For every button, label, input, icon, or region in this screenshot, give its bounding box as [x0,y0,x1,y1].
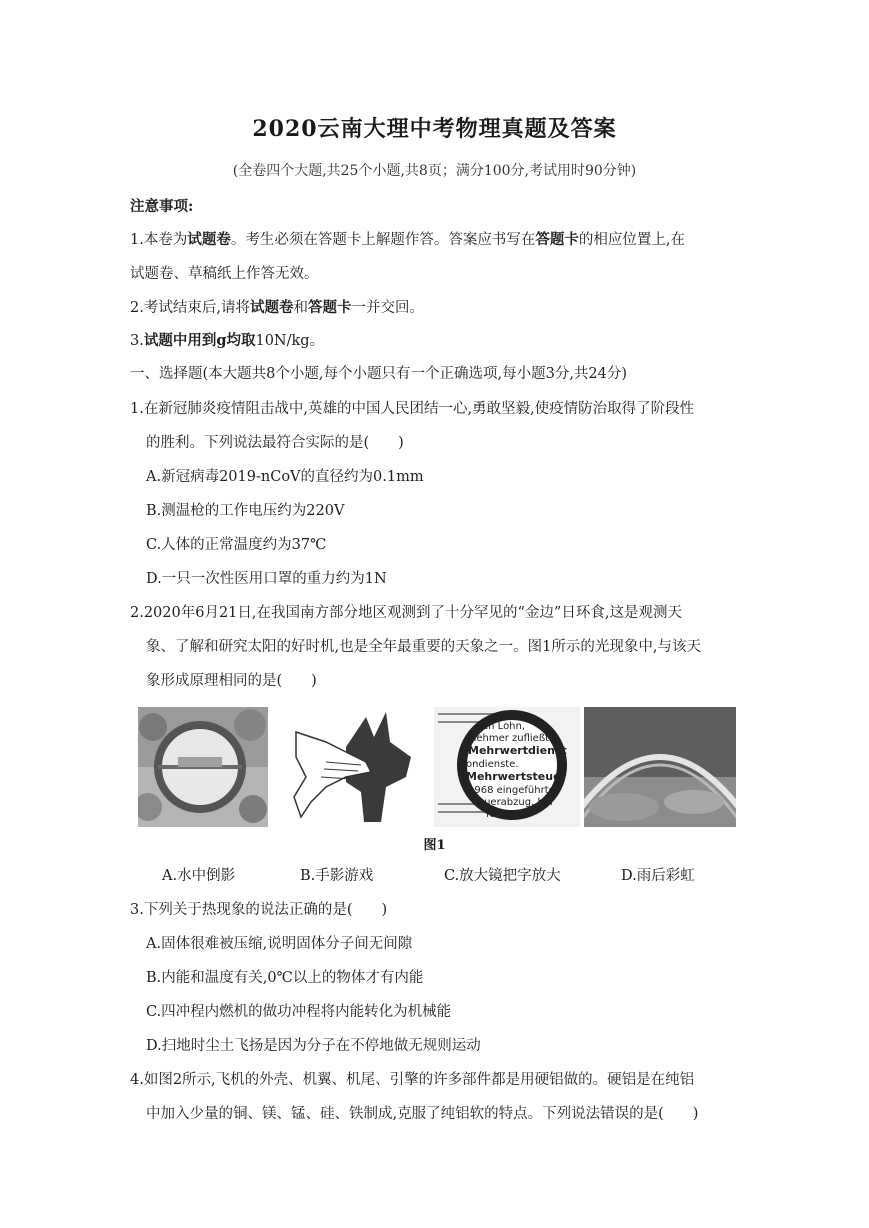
notice-heading: 注意事项: [130,198,194,215]
notice-item-1-bold: 答题卡 [535,231,579,248]
page-subtitle: (全卷四个大题,共25个小题,共8页；满分100分,考试用时90分钟) [232,163,637,179]
notice-item-2 [130,296,424,317]
q2-option-a: A.水中倒影 [162,868,236,884]
magnifier-line: en Lohn, [482,721,526,732]
q4-stem-line2: 中加入少量的铜、镁、锰、硅、铁制成,克服了纯铝软的特点。下列说法错误的是( ) [146,1106,699,1122]
notice-item-3-text: 3. [130,333,144,349]
notice-item-1-text: 。考生必须在答题卡上解题作答。答案应书写在 [230,232,536,248]
q1-stem-line1: 1.在新冠肺炎疫情阻击战中,英雄的中国人民团结一心,勇敢坚毅,使疫情防治取得了阶段性 [130,401,695,417]
rainbow-image [584,707,736,827]
q3-stem: 3.下列关于热现象的说法正确的是( ) [130,902,388,918]
notice-item-1-line2: 试题卷、草稿纸上作答无效。 [130,266,319,282]
notice-item-2-bold: 答题卡 [307,299,352,316]
notice-item-1-text: 1.本卷为 [130,232,188,248]
q2-option-d: D.雨后彩虹 [621,868,695,884]
page-title: 2020云南大理中考物理真题及答案 [252,116,617,142]
q3-option-b: B.内能和温度有关,0℃以上的物体才有内能 [146,970,424,986]
notice-item-2-text: 一并交回。 [351,300,424,316]
q2-stem-line1: 2.2020年6月21日,在我国南方部分地区观测到了十分罕见的“金边”日环食,这是观测天 [130,605,682,621]
magnifier-image [434,707,580,827]
q1-option-c: C.人体的正常温度约为37℃ [146,537,327,553]
q3-option-a: A.固体很难被压缩,说明固体分子间无间隙 [146,936,413,952]
q3-option-d: D.扫地时尘土飞扬是因为分子在不停地做无规则运动 [146,1038,481,1054]
notice-item-2-text: 2.考试结束后,请将 [130,300,250,316]
q2-option-b: B.手影游戏 [300,868,374,884]
magnifier-line: teuerabzug, bei [474,797,553,808]
q1-stem-line2: 的胜利。下列说法最符合实际的是( ) [146,435,404,451]
q3-option-c: C.四冲程内燃机的做功冲程将内能转化为机械能 [146,1004,452,1020]
section-heading: 一、选择题(本大题共8个小题,每个小题只有一个正确选项,每小题3分,共24分) [130,366,628,382]
magnifier-line: Mehrwertsteuer [466,770,566,783]
magnifier-line: fung de [486,809,525,820]
magnifier-line: Mehrwertdienst [468,744,567,757]
figure-1 [138,707,738,827]
q2-stem-line2: 象、了解和研究太阳的好时机,也是全年最重要的天象之一。图1所示的光现象中,与该天 [146,639,701,655]
notice-item-3-bold: 试题中用到g均取 [143,332,256,349]
q1-option-a: A.新冠病毒2019-nCoV的直径约为0.1mm [146,469,424,485]
figure-1-caption: 图1 [423,838,446,853]
notice-item-3-text: 10N/kg。 [255,333,325,349]
notice-item-1-text: 的相应位置上,在 [578,232,685,248]
hand-shadow-image [286,707,416,827]
notice-item-1 [130,228,685,249]
bridge-reflection-image [138,707,268,827]
q2-stem-line3: 象形成原理相同的是( ) [146,673,317,689]
magnifier-line: 1968 eingeführte [468,785,555,796]
q1-option-b: B.测温枪的工作电压约为220V [146,503,345,519]
notice-item-1-bold: 试题卷 [187,231,231,248]
q2-option-c: C.放大镜把字放大 [444,868,561,884]
notice-item-2-bold: 试题卷 [249,299,294,316]
magnifier-line: ondienste. [466,759,519,770]
magnifier-line: nehmer zufließt. [470,733,553,744]
notice-item-3 [130,329,324,350]
q4-stem-line1: 4.如图2所示,飞机的外壳、机翼、机尾、引擎的许多部件都是用硬铝做的。硬铝是在纯铝 [130,1072,695,1088]
q1-option-d: D.一只一次性医用口罩的重力约为1N [146,571,387,587]
notice-item-2-text: 和 [293,300,308,316]
